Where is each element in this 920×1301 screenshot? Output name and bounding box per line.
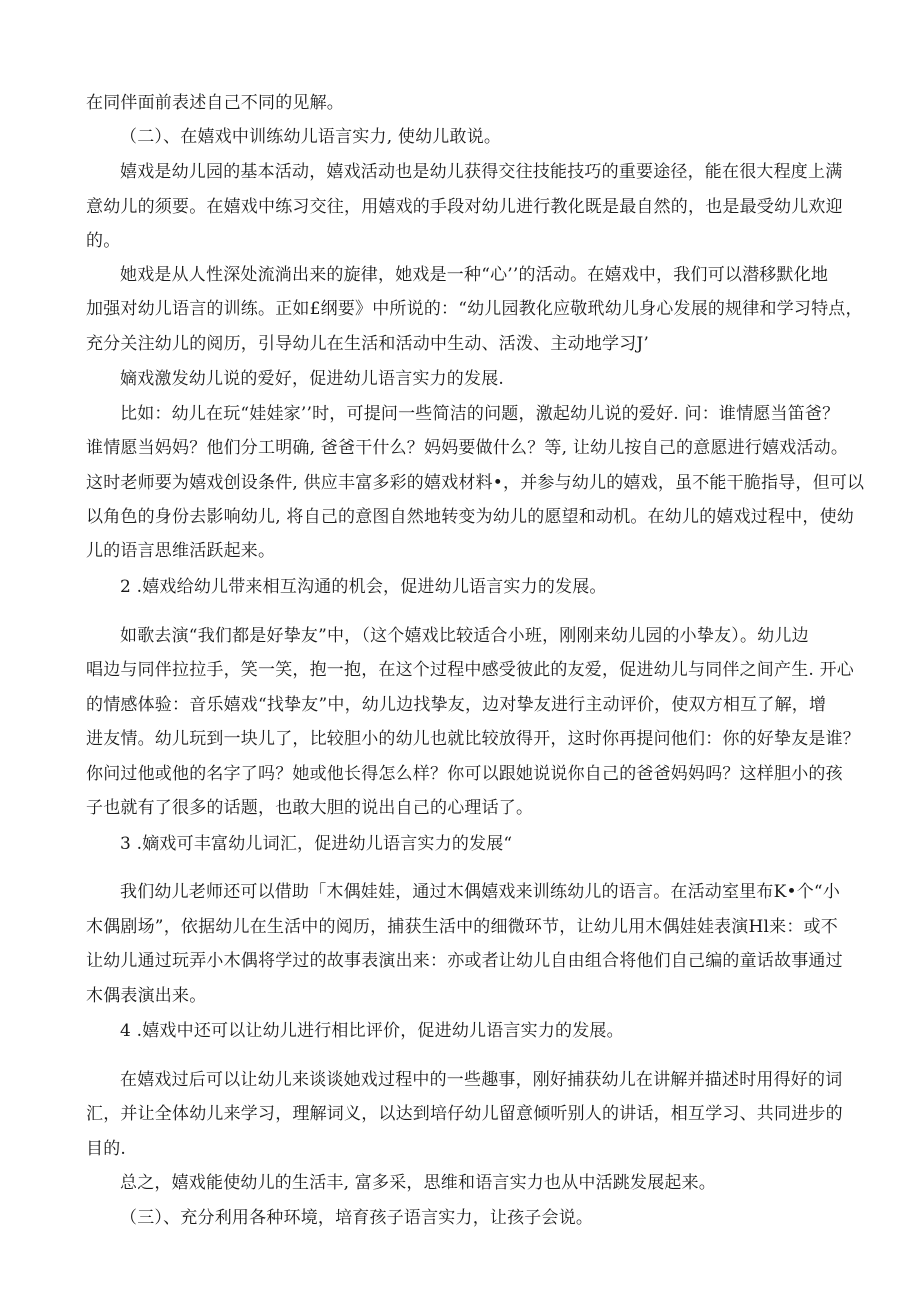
text-line: 意幼儿的须要。在嬉戏中练习交往，用嬉戏的手段对幼儿进行教化既是最自然的，也是最受幼儿欢迎 [86,197,843,217]
text-line: 总之，嬉戏能使幼儿的生活丰, 富多采，思维和语言实力也从中活跳发展起来。 [120,1173,717,1193]
numbered-heading: 2 .嬉戏给幼儿带来相互沟通的机会，促进幼儿语言实力的发展。 [120,577,607,597]
text-line: 充分关注幼儿的阅历，引导幼儿在生活和活动中生动、活泼、主动地学习J’ [86,334,650,354]
text-line: 木偶剧场”，依据幼儿在生活中的阅历，捕获生活中的细微环节，让幼儿用木偶娃娃表演Hl来：或不 [86,917,838,937]
text-line: 嫡戏激发幼儿说的爱好，促进幼儿语言实力的发展. [120,369,505,389]
text-line: 以角色的身份去影响幼儿, 将自己的意图自然地转变为幼儿的愿望和动机。在幼儿的嬉戏过程中，使幼 [86,507,855,527]
text-line: 嬉戏是幼儿园的基本活动，嬉戏活动也是幼儿获得交往技能技巧的重要途径，能在很大程度上满 [120,162,843,182]
text-line: 在嬉戏过后可以让幼儿来谈谈她戏过程中的一些趣事，刚好捕获幼儿在讲解并描述时用得好的词 [120,1070,843,1090]
text-line: 如歌去演“我们都是好挚友”中，（这个嬉戏比较适合小班，刚刚来幼儿园的小挚友）。幼儿边 [120,626,809,646]
text-line: 比如：幼儿在玩“娃娃家’’时，可提问一些简洁的问题，激起幼儿说的爱好. 问：谁情愿当笛爸？ [120,404,840,424]
text-line: 让幼儿通过玩弄小木偶将学过的故事表演出来：亦或者让幼儿自由组合将他们自己编的童话故事通过 [86,951,843,971]
text-line: 子也就有了很多的话题，也敢大胆的说出自己的心理话了。 [86,798,534,818]
text-line: 汇，并让全体幼儿来学习，理解词义，以达到培仔幼儿留意倾听别人的讲话，相互学习、共同进步的 [86,1104,843,1124]
text-line: 她戏是从人性深处流淌出来的旋律，她戏是一种“心’’的活动。在嬉戏中，我们可以潜移默化地 [120,265,829,285]
numbered-heading: 3 .嫡戏可丰富幼儿词汇，促进幼儿语言实力的发展“ [120,834,513,854]
text-line: 的情感体验：音乐嬉戏“找挚友”中，幼儿边找挚友，边对挚友进行主动评价，使双方相互了解，增 [86,695,827,715]
text-line: 谁情愿当妈妈？他们分工明确, 爸爸干什么？妈妈要做什么？等, 让幼儿按自己的意愿进行嬉戏活动。 [86,438,849,458]
text-line: 这时老师要为嬉戏创设条件, 供应丰富多彩的嬉戏材料•，并参与幼儿的嬉戏，虽不能干脆指导，但可以 [86,473,865,493]
text-line: 儿的语言思维活跃起来。 [86,541,276,561]
text-line: 木偶表演出来。 [86,986,207,1006]
text-line: 唱边与同伴拉拉手，笑一笑，抱一抱，在这个过程中感受彼此的友爱，促进幼儿与同伴之间产生. 开心 [86,660,855,680]
text-line: 加强对幼儿语言的训练。正如£纲要》中所说的：“幼儿园教化应敬玳幼儿身心发展的规律和学习特点， [86,299,863,319]
text-line: 我们幼儿老师还可以借助「木偶娃娃，通过木偶嬉戏来训练幼儿的语言。在活动室里布K•个“小 [120,882,841,902]
section-heading: （三）、充分利用各种环境，培育孩子语言实力，让孩子会说。 [120,1208,594,1228]
text-line: 目的. [86,1139,127,1159]
section-heading: （二）、在嬉戏中训练幼儿语言实力, 使幼儿敢说。 [120,127,502,147]
text-line: 在同伴面前表述自己不同的见解。 [86,93,344,113]
numbered-heading: 4 .嬉戏中还可以让幼儿进行相比评价，促进幼儿语言实力的发展。 [120,1021,624,1041]
text-line: 进友情。幼儿玩到一块儿了，比较胆小的幼儿也就比较放得开，这时你再提问他们：你的好挚友是谁？ [86,729,860,749]
text-line: 你问过他或他的名字了吗？她或他长得怎么样？你可以跟她说说你自己的爸爸妈妈吗？这样胆小的孩 [86,764,843,784]
text-line: 的。 [86,231,121,251]
